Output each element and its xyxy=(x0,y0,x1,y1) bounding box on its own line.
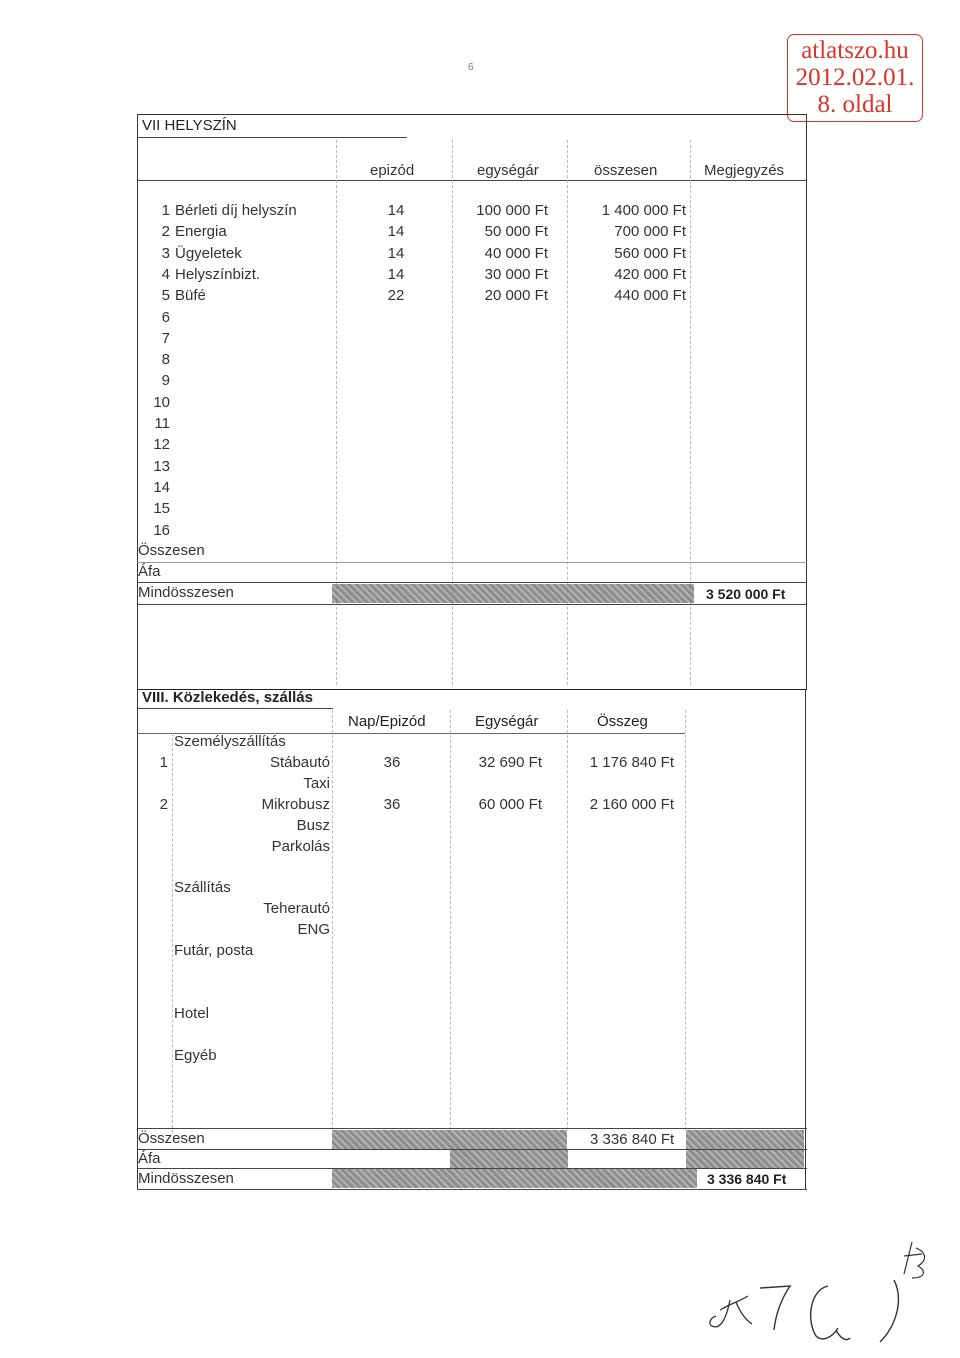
row-number: 14 xyxy=(153,479,170,496)
s7-vat-label: Áfa xyxy=(138,563,161,580)
group-freight: Szállítás xyxy=(174,879,231,896)
s8-shade-1 xyxy=(332,1130,567,1149)
header-unit-price-8: Egységár xyxy=(475,713,539,730)
row-number: 16 xyxy=(153,522,170,539)
transport-row-label: Parkolás xyxy=(271,838,330,855)
row-label: Energia xyxy=(175,223,227,240)
row-total: 1 400 000 Ft xyxy=(601,202,686,219)
row-number: 11 xyxy=(154,415,170,432)
row-total: 420 000 Ft xyxy=(614,266,686,283)
row-unit-price: 20 000 Ft xyxy=(484,287,548,304)
s7-subtotal-label: Összesen xyxy=(138,542,205,559)
transport-row-unit-price: 32 690 Ft xyxy=(478,754,542,771)
header-unit-price: egységár xyxy=(477,162,539,179)
transport-row-unit-price: 60 000 Ft xyxy=(478,796,542,813)
transport-row-number: 1 xyxy=(159,754,168,771)
row-number: 1 xyxy=(161,202,170,219)
stamp-date: 2012.02.01. xyxy=(795,64,915,91)
s8-grand-value: 3 336 840 Ft xyxy=(707,1171,787,1187)
freight-eng: ENG xyxy=(297,921,330,938)
group-passenger: Személyszállítás xyxy=(174,733,286,750)
row-total: 700 000 Ft xyxy=(614,223,686,240)
source-stamp xyxy=(787,34,923,122)
row-episode: 14 xyxy=(387,245,405,262)
section-8-title: VIII. Közlekedés, szállás xyxy=(142,689,313,706)
handwritten-signature xyxy=(690,1230,940,1350)
header-episode: epizód xyxy=(370,162,415,179)
row-episode: 14 xyxy=(387,223,405,240)
row-label: Helyszínbizt. xyxy=(175,266,261,283)
stamp-site: atlatszo.hu xyxy=(801,37,909,64)
row-label: Ügyeletek xyxy=(175,245,242,262)
transport-row-label: Taxi xyxy=(303,775,330,792)
s8-shade-2 xyxy=(686,1130,804,1149)
row-number: 7 xyxy=(161,330,170,347)
transport-row-sum: 1 176 840 Ft xyxy=(589,754,674,771)
row-number: 2 xyxy=(161,223,170,240)
header-note: Megjegyzés xyxy=(704,162,785,179)
row-number: 3 xyxy=(161,245,170,262)
row-number: 10 xyxy=(153,394,170,411)
transport-row-label: Busz xyxy=(296,817,330,834)
row-unit-price: 30 000 Ft xyxy=(484,266,548,283)
row-number: 5 xyxy=(161,287,170,304)
freight-truck: Teherautó xyxy=(263,900,330,917)
page-mark: 6 xyxy=(468,62,474,73)
s7-grand-label: Mindösszesen xyxy=(138,584,234,601)
s7-shaded-block xyxy=(332,584,694,603)
transport-row-per-episode: 36 xyxy=(383,754,401,771)
s8-subtotal-value: 3 336 840 Ft xyxy=(590,1131,675,1148)
s8-grand-label: Mindösszesen xyxy=(138,1170,234,1187)
row-unit-price: 40 000 Ft xyxy=(484,245,548,262)
row-number: 12 xyxy=(153,436,170,453)
transport-row-number: 2 xyxy=(159,796,168,813)
s8-subtotal-label: Összesen xyxy=(138,1130,205,1147)
row-unit-price: 50 000 Ft xyxy=(484,223,548,240)
transport-row-label: Mikrobusz xyxy=(261,796,330,813)
courier-label: Futár, posta xyxy=(174,942,254,959)
row-label: Büfé xyxy=(175,287,206,304)
row-total: 560 000 Ft xyxy=(614,245,686,262)
hotel-label: Hotel xyxy=(174,1005,210,1022)
transport-row-sum: 2 160 000 Ft xyxy=(589,796,674,813)
row-number: 15 xyxy=(153,500,170,517)
row-number: 8 xyxy=(161,351,170,368)
header-per-episode: Nap/Epizód xyxy=(348,713,426,730)
row-episode: 14 xyxy=(387,266,405,283)
header-total: összesen xyxy=(594,162,658,179)
row-episode: 14 xyxy=(387,202,405,219)
s7-grand-value: 3 520 000 Ft xyxy=(706,586,786,602)
transport-row-per-episode: 36 xyxy=(383,796,401,813)
section-7-title: VII HELYSZÍN xyxy=(142,117,237,134)
s8-shade-5 xyxy=(332,1169,697,1188)
row-number: 9 xyxy=(161,372,170,389)
row-number: 6 xyxy=(161,309,170,326)
row-label: Bérleti díj helyszín xyxy=(175,202,297,219)
row-unit-price: 100 000 Ft xyxy=(476,202,548,219)
other-label: Egyéb xyxy=(174,1047,217,1064)
row-total: 440 000 Ft xyxy=(614,287,686,304)
row-number: 4 xyxy=(161,266,170,283)
row-number: 13 xyxy=(153,458,170,475)
stamp-page: 8. oldal xyxy=(817,91,893,118)
transport-row-label: Stábautó xyxy=(269,754,330,771)
row-episode: 22 xyxy=(387,287,405,304)
s8-shade-3 xyxy=(450,1150,568,1168)
header-sum: Összeg xyxy=(597,713,648,730)
s8-shade-4 xyxy=(686,1150,804,1168)
s8-vat-label: Áfa xyxy=(138,1150,161,1167)
